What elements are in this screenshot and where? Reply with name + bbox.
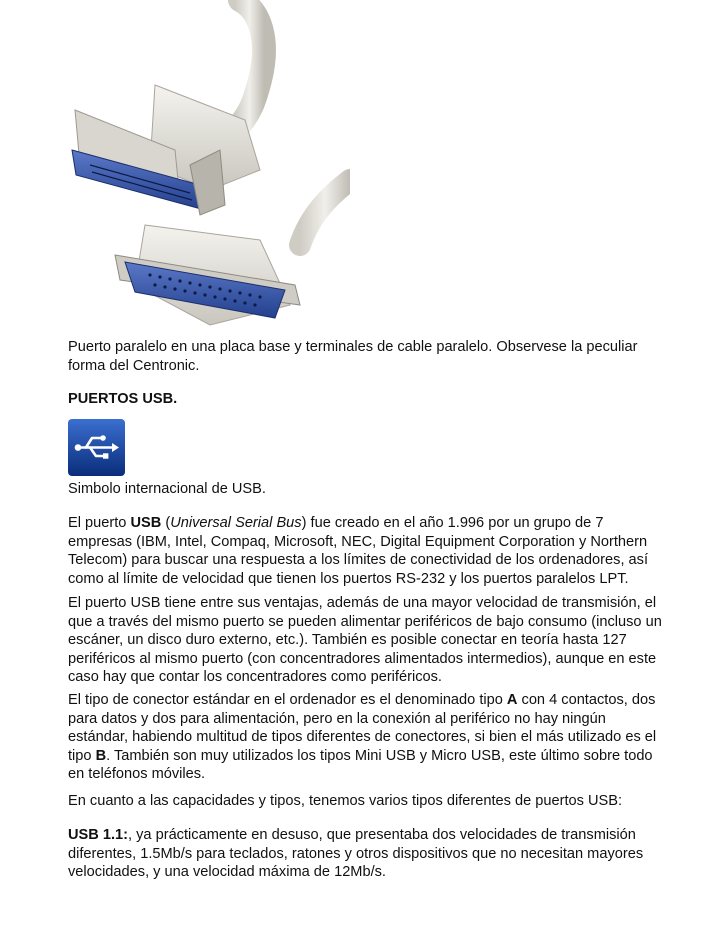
parallel-caption: Puerto paralelo en una placa base y terminales de cable paralelo. Observese la peculiar forma del Centronic.: [68, 339, 638, 374]
paragraph-usb-advantages: El puerto USB tiene entre sus ventajas, además de una mayor velocidad de transmisión, el que a través del mismo puerto se pueden alimentar periféricos de bajo consumo (incluso un escáner, un disco duro externo, etc.). También es posible conectar en teoría hasta 127 periféricos al mismo puerto (con concentradores alimentados intermedios), aunque en este caso hay que contar los concentradores como periféricos.: [68, 595, 662, 686]
usb-caption: Simbolo internacional de USB.: [68, 481, 266, 497]
paragraph-usb-1-1: USB 1.1:, ya prácticamente en desuso, que presentaba dos velocidades de transmisión diferentes, 1.5Mb/s para teclados, ratones y otros dispositivos que no necesitan mayores velocidades, y una velocidad máxima de 12Mb/s.: [68, 827, 644, 881]
paragraph-connector-types: El tipo de conector estándar en el ordenador es el denominado tipo A con 4 contactos, dos para datos y dos para alimentación, pero en la conexión al periférico no hay ningún estándar, habiendo multitud de tipos diferentes de conectores, si bien el más utilizado es el tipo B. También son muy utilizados los tipos Mini USB y Micro USB, este último sobre todo en teléfonos móviles.: [68, 692, 657, 783]
usb-symbol-icon: [68, 419, 125, 476]
paragraph-capacities: En cuanto a las capacidades y tipos, tenemos varios tipos diferentes de puertos USB:: [68, 793, 623, 809]
section-heading: PUERTOS USB.: [68, 391, 178, 407]
parallel-cable-photo: [60, 0, 350, 335]
paragraph-usb-origin: El puerto USB (Universal Serial Bus) fue creado en el año 1.996 por un grupo de 7 empresas (IBM, Intel, Compaq, Microsoft, NEC, Digital Equipment Corporation y Northern Telecom) para buscar una respuesta a los límites de conectividad de los ordenadores, así como al límite de velocidad que tienen los puertos RS-232 y los puertos paralelos LPT.: [68, 515, 649, 587]
